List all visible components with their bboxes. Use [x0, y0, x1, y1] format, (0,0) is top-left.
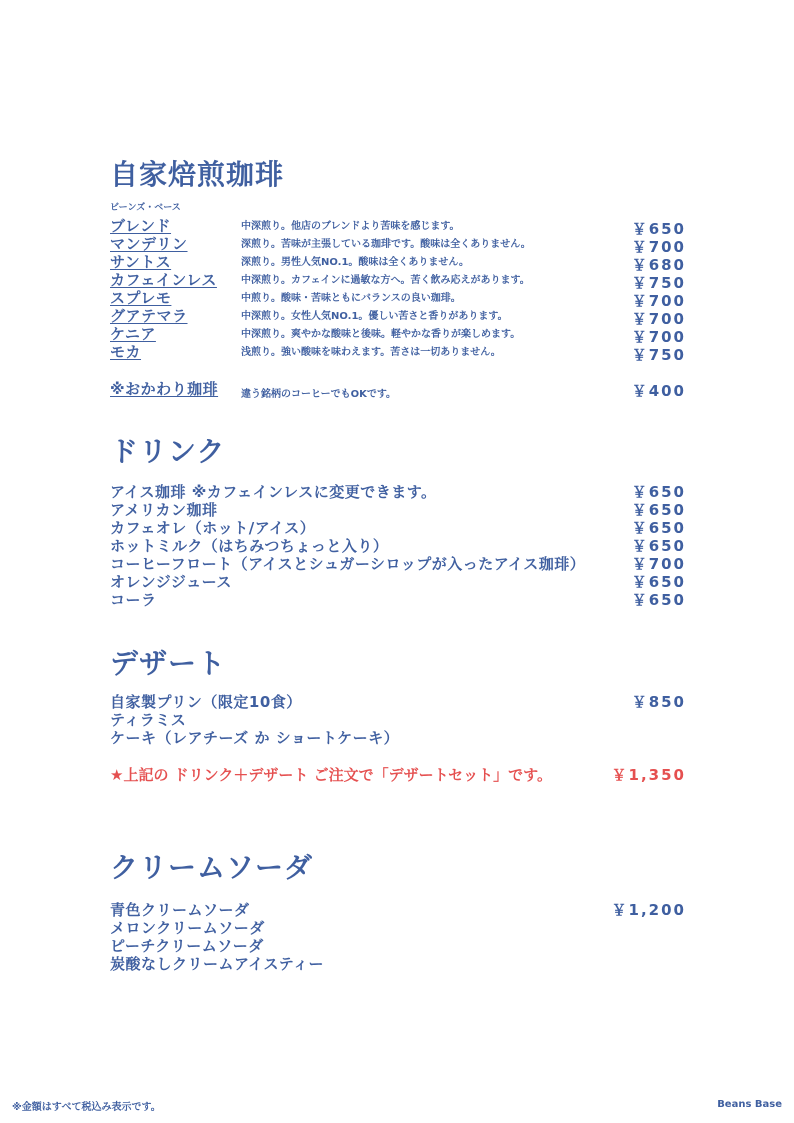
cream-soda-item: [0, 953, 794, 971]
coffee-item-name: ブレンド: [110, 217, 172, 235]
cream-soda-item-name: メロンクリームソーダ: [110, 919, 265, 937]
dessert-item: [0, 709, 794, 727]
tax-note: ※金額はすべて税込み表示です。: [12, 1102, 161, 1113]
drink-item-name: オレンジジュース: [110, 573, 232, 591]
coffee-item-desc: 中深煎り。カフェインに過敏な方へ。苦く飲み応えがあります。: [241, 275, 530, 286]
coffee-item-price: ￥700: [631, 292, 686, 310]
dessert-section-title: デザート: [110, 647, 227, 680]
dessert-item: [0, 727, 794, 745]
coffee-item: [0, 323, 794, 346]
coffee-subtitle: ビーンズ・ベース: [110, 203, 181, 213]
coffee-item: [0, 233, 794, 256]
drink-item-price: ￥650: [631, 519, 686, 537]
drinks-section-title: ドリンク: [110, 435, 226, 468]
coffee-item: [0, 305, 794, 328]
drink-item-name: アメリカン珈琲: [110, 501, 218, 519]
coffee-item: [0, 215, 794, 238]
dessert-set-price: ￥1,350: [611, 766, 686, 784]
coffee-item-desc: 中深煎り。爽やかな酸味と後味。軽やかな香りが楽しめます。: [241, 329, 521, 340]
coffee-item: [0, 341, 794, 364]
drink-item-name: アイス珈琲 ※カフェインレスに変更できます。: [110, 483, 437, 501]
coffee-item-price: ￥650: [631, 220, 686, 238]
drink-item-name: ホットミルク（はちみつちょっと入り）: [110, 537, 389, 555]
brand-name: Beans Base: [717, 1099, 782, 1110]
coffee-item-name: マンデリン: [110, 235, 188, 253]
dessert-set-row: [0, 764, 794, 782]
drink-item: [0, 517, 794, 535]
dessert-item-name: 自家製プリン（限定10食）: [110, 693, 302, 711]
drink-item-price: ￥650: [631, 573, 686, 591]
drink-item: [0, 481, 794, 499]
coffee-item-desc: 中深煎り。他店のブレンドより苦味を感じます。: [241, 221, 460, 232]
cream-soda-item-name: 青色クリームソーダ: [110, 901, 250, 919]
coffee-item-desc: 中煎り。酸味・苦味ともにバランスの良い珈琲。: [241, 293, 461, 304]
drink-item-name: コーラ: [110, 591, 157, 609]
drink-item-name: カフェオレ（ホット/アイス）: [110, 519, 316, 537]
coffee-section-title: 自家焙煎珈琲: [110, 158, 285, 191]
drink-item: [0, 589, 794, 607]
drink-item: [0, 571, 794, 589]
coffee-item-name: モカ: [110, 343, 142, 361]
coffee-item: [0, 287, 794, 310]
coffee-item-desc: 深煎り。苦味が主張している珈琲です。酸味は全くありません。: [241, 239, 531, 250]
cream-soda-section-title: クリームソーダ: [110, 851, 314, 884]
coffee-item-desc: 浅煎り。強い酸味を味わえます。苦さは一切ありません。: [241, 347, 501, 358]
drink-item: [0, 499, 794, 517]
drink-item-price: ￥650: [631, 501, 686, 519]
coffee-item-name: ケニア: [110, 325, 156, 343]
dessert-item-name: ティラミス: [110, 711, 187, 729]
refill-item: [0, 378, 794, 400]
coffee-item-price: ￥750: [631, 274, 686, 292]
drink-item-price: ￥700: [631, 555, 686, 573]
coffee-item-name: スプレモ: [110, 289, 172, 307]
coffee-item-name: グアテマラ: [110, 307, 188, 325]
refill-desc: 違う銘柄のコーヒーでもOKです。: [241, 389, 397, 400]
drink-item-name: コーヒーフロート（アイスとシュガーシロップが入ったアイス珈琲）: [110, 555, 586, 573]
cream-soda-item-name: 炭酸なしクリームアイスティー: [110, 955, 325, 973]
dessert-item-price: ￥850: [631, 693, 686, 711]
drink-item: [0, 553, 794, 571]
cream-soda-item-price: ￥1,200: [611, 901, 686, 919]
dessert-item-name: ケーキ（レアチーズ か ショートケーキ）: [110, 729, 400, 747]
coffee-item-price: ￥750: [631, 346, 686, 364]
coffee-item-name: サントス: [110, 253, 172, 271]
drink-item-price: ￥650: [631, 591, 686, 609]
refill-name: ※おかわり珈琲: [110, 380, 219, 398]
drink-item-price: ￥650: [631, 537, 686, 555]
coffee-item: [0, 269, 794, 292]
coffee-item-price: ￥680: [631, 256, 686, 274]
coffee-item-desc: 深煎り。男性人気NO.1。酸味は全くありません。: [241, 257, 470, 268]
dessert-set-note: ★上記の ドリンク＋デザート ご注文で「デザートセット」です。: [110, 766, 552, 784]
coffee-item-name: カフェインレス: [110, 271, 217, 289]
drink-item: [0, 535, 794, 553]
drink-item-price: ￥650: [631, 483, 686, 501]
coffee-item-price: ￥700: [631, 238, 686, 256]
coffee-item: [0, 251, 794, 274]
cream-soda-item-name: ピーチクリームソーダ: [110, 937, 264, 955]
coffee-item-desc: 中深煎り。女性人気NO.1。優しい苦さと香りがあります。: [241, 311, 508, 322]
coffee-item-price: ￥700: [631, 310, 686, 328]
coffee-item-price: ￥700: [631, 328, 686, 346]
dessert-item: [0, 691, 794, 709]
cream-soda-item: [0, 935, 794, 953]
cream-soda-item: [0, 899, 794, 917]
cream-soda-item: [0, 917, 794, 935]
refill-price: ￥400: [631, 382, 686, 400]
